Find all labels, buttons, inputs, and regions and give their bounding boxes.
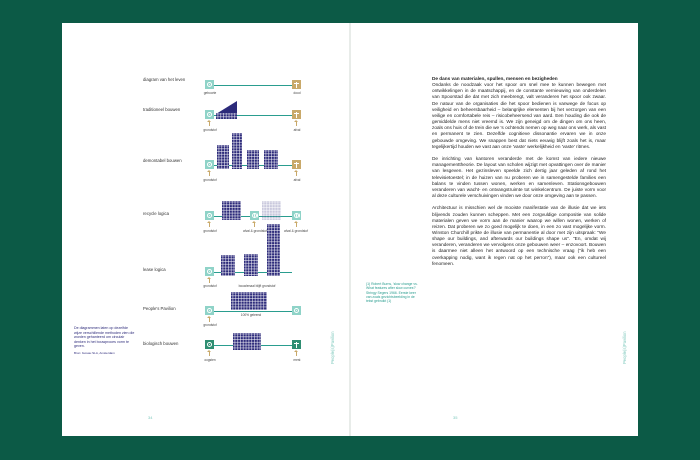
- running-title: People(s)Pavilion: [330, 331, 335, 364]
- arrow-up-icon: [207, 316, 212, 322]
- article: [432, 76, 606, 267]
- resource-node-icon: [292, 306, 301, 315]
- future-building-icon: [262, 201, 281, 220]
- row-label: diagram van het leven: [143, 77, 186, 82]
- building-icon: [222, 201, 241, 220]
- node-caption: afval: [293, 128, 301, 132]
- timeline-line: [214, 85, 292, 86]
- building-icon: [244, 254, 258, 276]
- arrow-up-icon: [207, 277, 212, 283]
- node-caption: grondstof: [203, 178, 217, 182]
- arrow-up-icon: [207, 350, 212, 356]
- node-caption: oogsten: [204, 358, 216, 362]
- waste-node-icon: [292, 160, 301, 169]
- resource-node-icon: [205, 160, 214, 169]
- row-label: lease logica: [143, 267, 166, 272]
- row-label: biologisch bouwen: [143, 341, 179, 346]
- resource-node-icon: [205, 306, 214, 315]
- arrow-up-icon: [294, 120, 299, 126]
- building-icon: [267, 224, 280, 276]
- building-icon: [221, 255, 235, 276]
- arrow-up-icon: [294, 350, 299, 356]
- building-icon: [247, 150, 259, 169]
- page-number: 35: [453, 415, 458, 420]
- footnote: (1) Robert Burns, 'slow change vs. What features after slow curves?' Stringy Segers 1966. Eerste keer van zoals gezichtsbeelding in de tekst gebruikt (1): [366, 282, 418, 304]
- node-caption: 100% geleend: [240, 313, 262, 317]
- arrow-up-icon: [294, 221, 299, 227]
- node-caption: mest: [293, 358, 301, 362]
- waste-node-icon: [292, 110, 301, 119]
- node-caption: afval: [293, 178, 301, 182]
- node-caption: afval & grondstof: [284, 229, 308, 233]
- recycle-node-icon: [250, 211, 259, 220]
- running-title: People(s)Pavilion: [622, 331, 627, 364]
- diagram-note-credit: Bron: bureau SLA, Amsterdam: [74, 351, 115, 355]
- node-caption: grondstof: [203, 128, 217, 132]
- node-caption: geboorte: [203, 91, 217, 95]
- arrow-up-icon: [207, 170, 212, 176]
- row-label: traditioneel bouwen: [143, 107, 181, 112]
- article-paragraph: De inrichting van kantoren veranderde met de komst van iedere nieuwe managementtheorie. De layout van scholen wijzigt met opvattingen over de manier van lesgeven. Het gezinsleven speelde zich dertig jaar geleden af rond het televisietoestel; in de huizen van nu proberen we in samengestelde families een balans te vinden tussen wonen, werken en samenleven. Stationsgebouwen veranderen van wacht- en ontvangstruimte tot winkelcentrum. De juiste vorm voor al deze culturele verschuivingen vinden we door onze omgeving aan te passen.: [432, 156, 606, 198]
- row-label: recycle logica: [143, 211, 170, 216]
- building-icon: [216, 113, 237, 119]
- recycle-node-icon: [292, 211, 301, 220]
- diagram-note: De diagrammen laten op dezelfde wijze verschillende methoden zien die worden gehanteerd om circulair denken in het bouwproces vorm te geven.: [74, 326, 135, 349]
- arrow-up-icon: [252, 221, 257, 227]
- node-caption: dood: [293, 91, 301, 95]
- death-node-icon: [292, 80, 301, 89]
- arrow-up-icon: [207, 120, 212, 126]
- article-heading: De dans van materialen, spullen, mensen en bezigheden: [432, 76, 558, 81]
- article-paragraph: Ondanks de noodzaak voor het spoor om snel mee te kunnen bewegen met ontwikkelingen in de maatschappij, en de constante vernieuwing van onderdelen van Spoorstad die dat met zich meebrengt, valt veranderen het spoor ook zwaar. De natuur van de organisaties die het spoor bedienen is vanwege de focus op veiligheid en beheersbaarheid – belangrijke elementen bij het verzorgen van een veilige en comfortabele reis – risicobeheersend van aard. Een houding die ook de gemiddelde mens niet vreemd is. We zijn geneigd om de dingen om ons heen, zoals ons huis of de trein die we 's ochtends nemen op weg naar ons werk, als vast en permanent te zien. Dezelfde cognitieve dissonantie ervaren we in onze gebouwde omgeving. We snappen best dat niets eeuwig blijft zoals het is, maar tegelijkertijd houden we vast aan onze 'vaste' werkelijkheid en 'vaste' ritmes.: [432, 82, 606, 149]
- building-icon: [233, 333, 261, 350]
- row-label: demontabel bouwen: [143, 158, 182, 163]
- row-label: People's Pavilion: [143, 306, 176, 311]
- resource-node-icon: [205, 110, 214, 119]
- pavilion-building-icon: [231, 292, 267, 310]
- node-caption: bouwlenaal blijft grondstof: [238, 284, 276, 288]
- node-caption: grondstof: [203, 229, 217, 233]
- node-caption: grondstof: [203, 284, 217, 288]
- page-number: 34: [148, 415, 153, 420]
- article-paragraph: Architectuur is misschien wel de mooiste manifestatie van de illusie dat we iets blijvends zouden kunnen scheppen. Met een zorgvuldige compositie van solide materialen geven we vorm aan de manier waarop we willen wonen, werken of reizen. Dat proberen we zo goed mogelijk te doen, in een zo vast mogelijke vorm. Winston Churchill prikte de illusie van permanentie al door met zijn uitspraak: "We shape our buildings, and afterwards our buildings shape us". "En, omdat wij veranderen, veranderen we vervolgens onze gebouwen weer – enzovoort. Bouwen is daarmee niet alleen het antwoord op een technische vraag ("ik heb een overkapping nodig, want ik regen nat op het perron"), maar ook een cultureel fenomeen.: [432, 205, 606, 266]
- resource-node-icon: [205, 267, 214, 276]
- book-spine: [349, 23, 351, 436]
- arrow-up-icon: [207, 221, 212, 227]
- timeline-line: [214, 311, 292, 312]
- resource-node-icon: [205, 211, 214, 220]
- harvest-node-icon: [205, 340, 214, 349]
- birth-node-icon: [205, 80, 214, 89]
- building-icon: [232, 133, 242, 169]
- arrow-up-icon: [294, 170, 299, 176]
- compost-node-icon: [292, 340, 301, 349]
- node-caption: grondstof: [203, 323, 217, 327]
- node-caption: afval & grondstof: [243, 229, 267, 233]
- building-icon: [217, 145, 229, 169]
- building-icon: [264, 150, 278, 169]
